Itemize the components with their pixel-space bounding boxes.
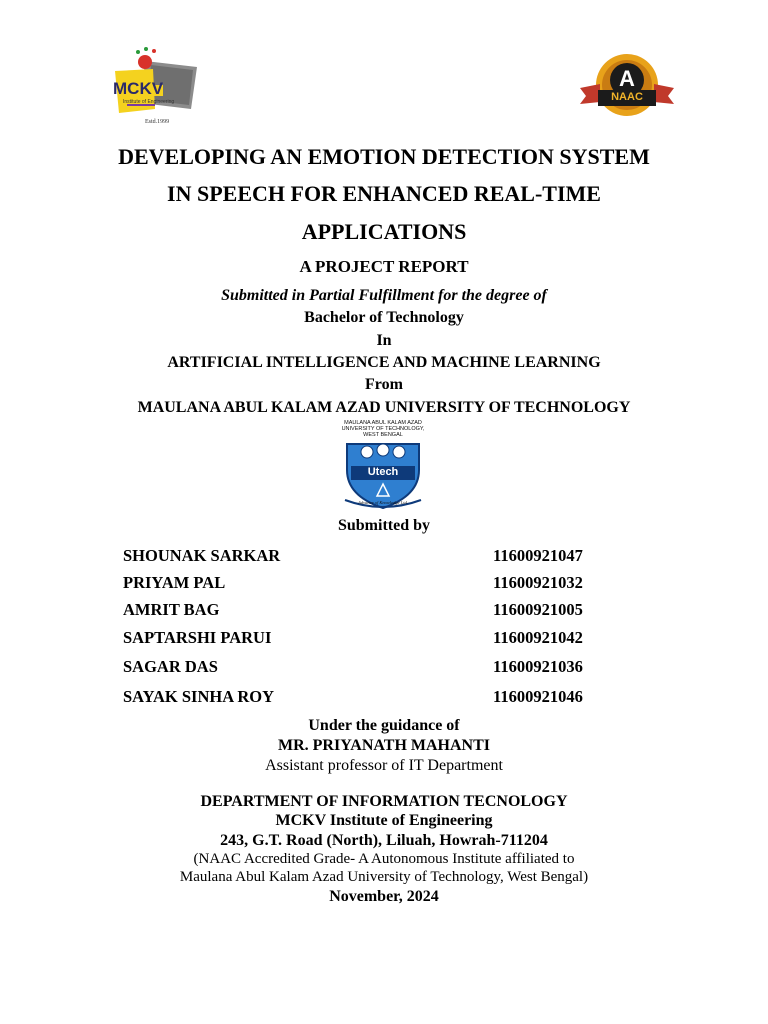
in-word: In (376, 332, 392, 349)
student-name: SAYAK SINHA ROY (123, 687, 274, 706)
submission-date: November, 2024 (329, 888, 439, 905)
utech-logo-header: MAULANA ABUL KALAM AZAD UNIVERSITY OF TECHNOLOGY, WEST BENGAL (341, 420, 425, 438)
student-name: SAGAR DAS (123, 657, 218, 676)
student-name: PRIYAM PAL (123, 573, 226, 592)
utech-logo-motto: Advance of Knowledge Ltd. (358, 500, 408, 505)
accreditation-line-2: Maulana Abul Kalam Azad University of Technology, West Bengal) (179, 869, 589, 885)
naac-grade: A (619, 66, 635, 91)
mckv-logo-subtitle: Institute of Engineering (123, 99, 175, 105)
accreditation-line-1: (NAAC Accredited Grade- A Autonomous Institute affiliated to (193, 851, 575, 867)
student-roll: 11600921032 (493, 573, 583, 592)
branch: ARTIFICIAL INTELLIGENCE AND MACHINE LEARNING (167, 354, 601, 371)
naac-label: NAAC (611, 91, 643, 103)
mckv-logo (105, 45, 205, 129)
student-roll: 11600921005 (493, 600, 583, 619)
student-roll: 11600921036 (493, 657, 583, 676)
mckv-logo-name: MCKV (113, 79, 164, 98)
institute-name: MCKV Institute of Engineering (275, 812, 493, 829)
mckv-logo-estd: Estd.1999 (145, 119, 170, 125)
student-roll: 11600921042 (493, 628, 583, 647)
institute-address: 243, G.T. Road (North), Liluah, Howrah-711204 (220, 832, 548, 849)
guide-designation: Assistant professor of IT Department (265, 757, 503, 774)
report-title-line-2: IN SPEECH FOR ENHANCED REAL-TIME (167, 181, 601, 206)
submitted-by-heading: Submitted by (337, 517, 431, 534)
report-title-line-1: DEVELOPING AN EMOTION DETECTION SYSTEM (118, 144, 650, 169)
student-name: SHOUNAK SARKAR (123, 546, 281, 565)
guidance-heading: Under the guidance of (308, 717, 460, 734)
fulfillment-text: Submitted in Partial Fulfillment for the degree of (221, 287, 547, 304)
utech-logo (333, 420, 433, 512)
degree: Bachelor of Technology (304, 309, 464, 326)
report-type: A PROJECT REPORT (299, 257, 469, 276)
university-name: MAULANA ABUL KALAM AZAD UNIVERSITY OF TECHNOLOGY (137, 399, 631, 416)
student-roll: 11600921046 (493, 687, 583, 706)
utech-logo-name: Utech (367, 466, 399, 478)
guide-name: MR. PRIYANATH MAHANTI (278, 737, 490, 754)
from-word: From (365, 376, 403, 393)
student-name: AMRIT BAG (123, 600, 220, 619)
department-name: DEPARTMENT OF INFORMATION TECNOLOGY (200, 793, 568, 810)
student-name: SAPTARSHI PARUI (123, 628, 272, 647)
student-roll: 11600921047 (493, 546, 583, 565)
naac-logo (578, 52, 676, 120)
report-title-line-3: APPLICATIONS (301, 219, 467, 244)
